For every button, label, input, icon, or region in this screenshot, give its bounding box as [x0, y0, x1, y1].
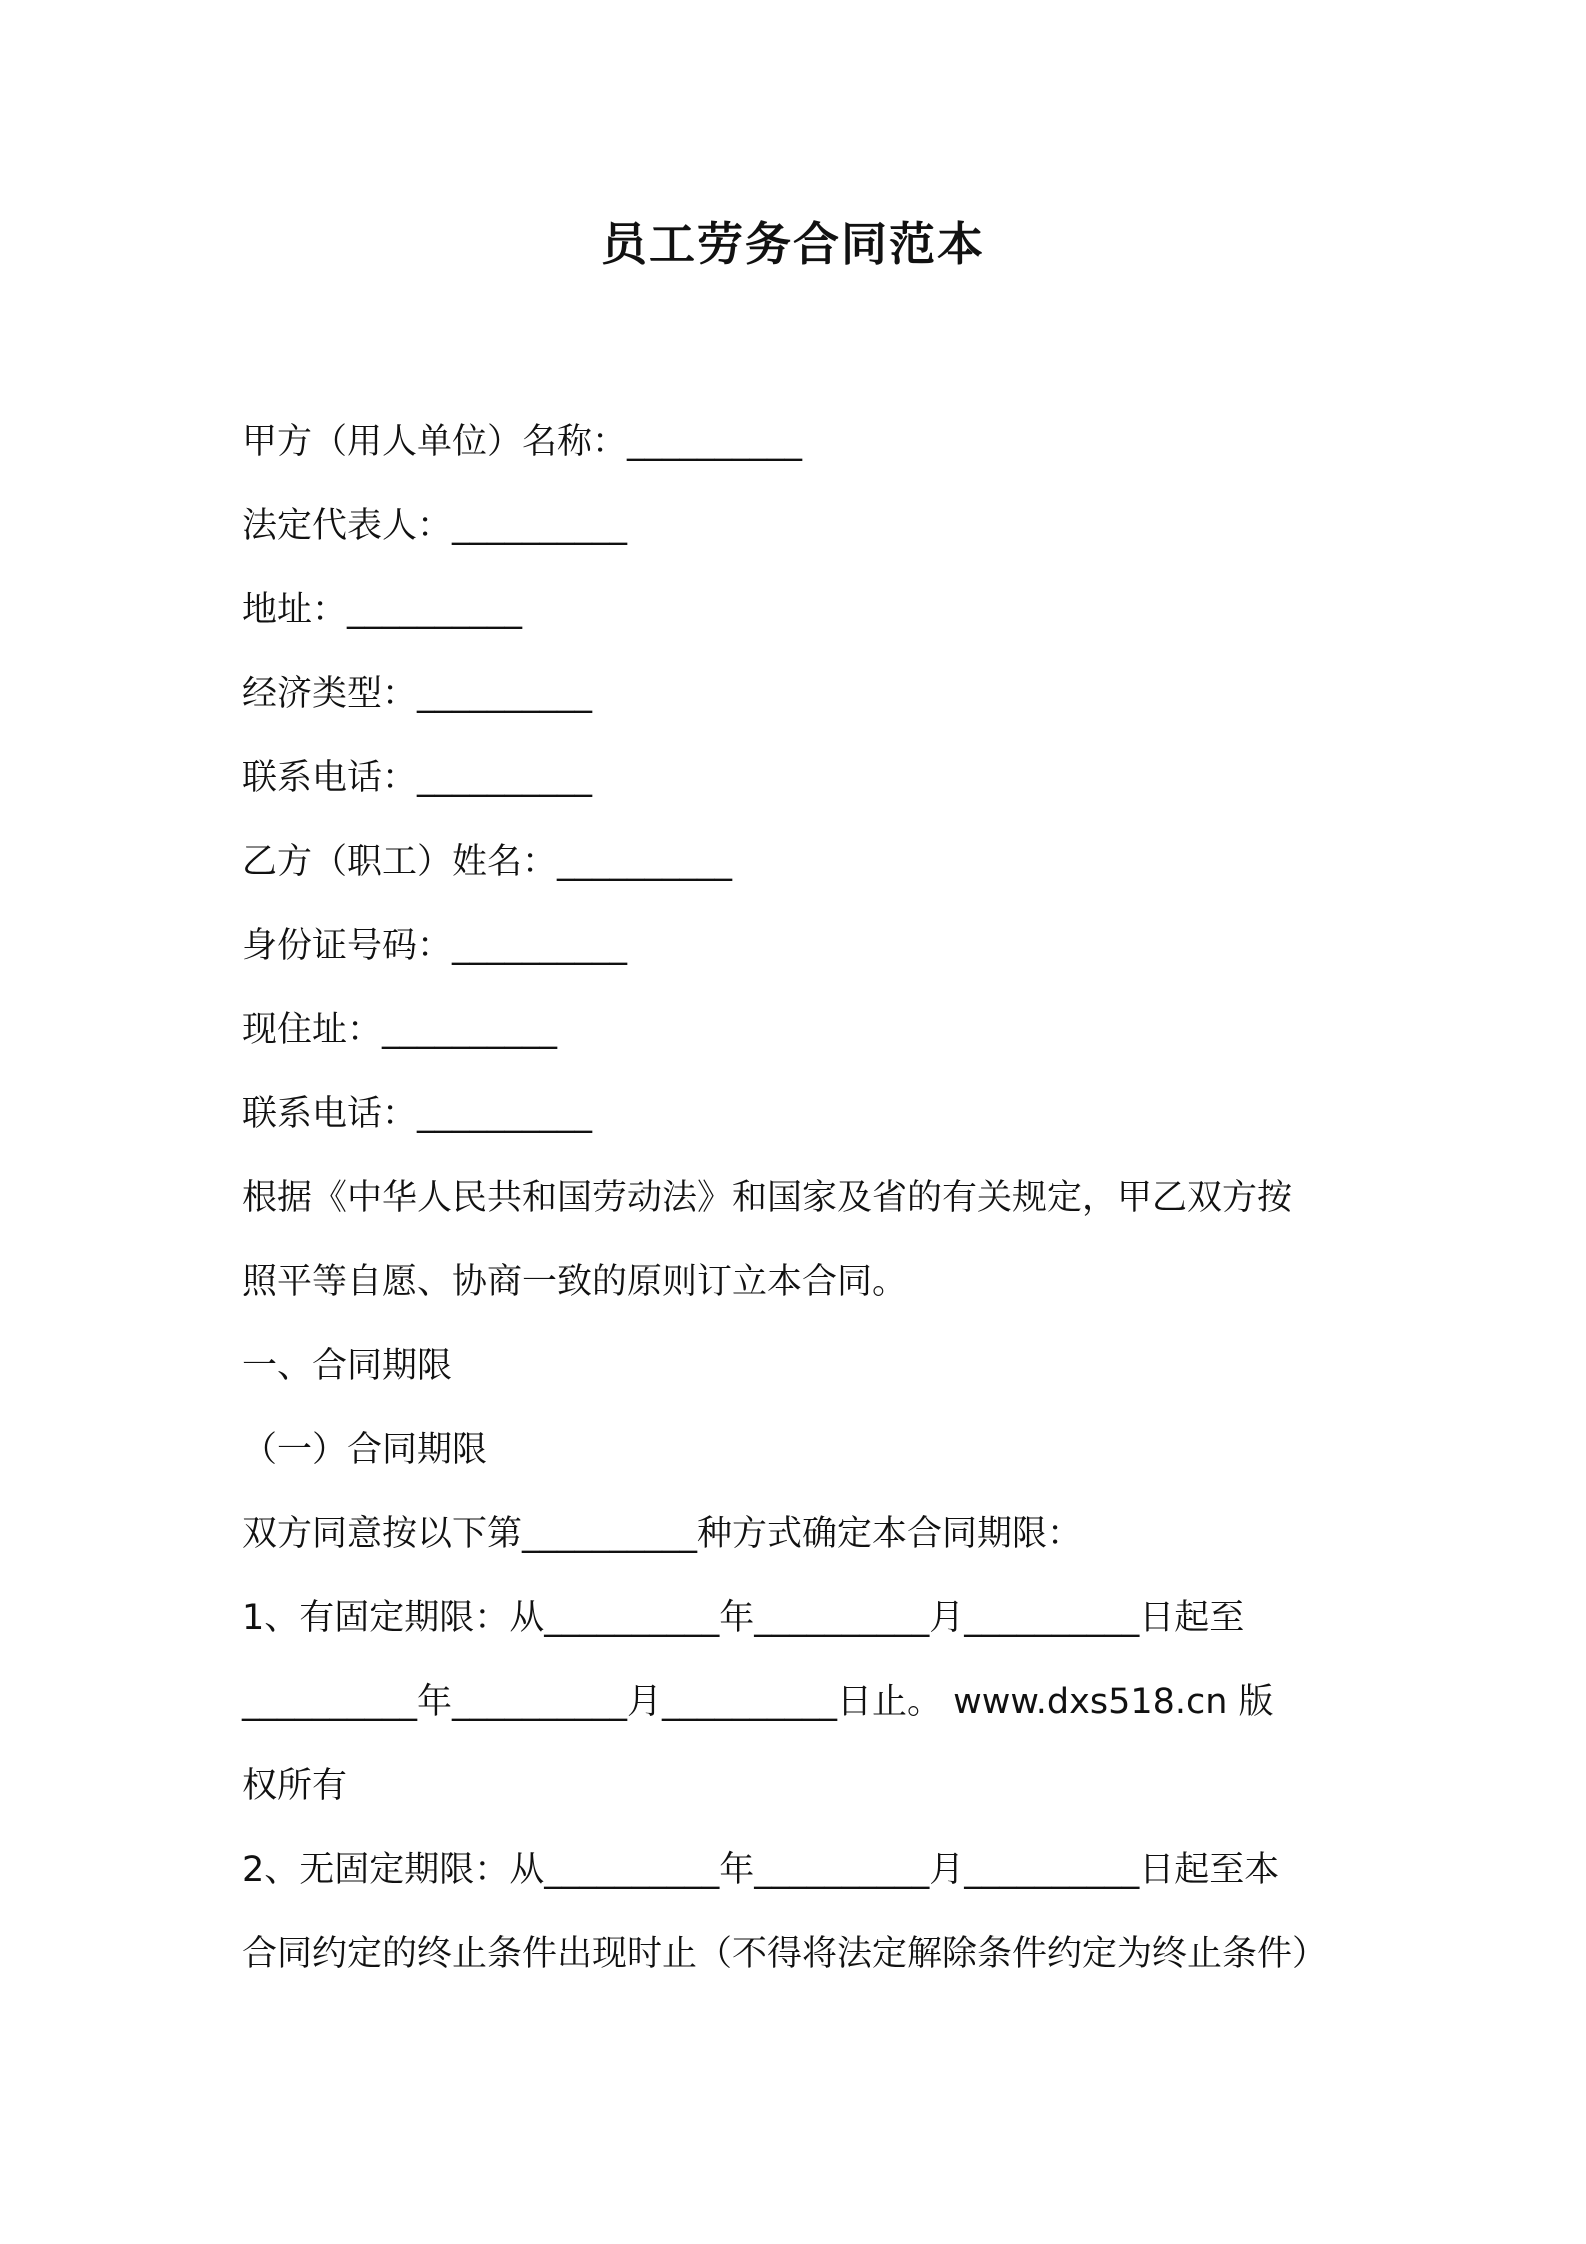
preamble-line-1: 根据《中华人民共和国劳动法》和国家及省的有关规定，甲乙双方按: [242, 1178, 1293, 1218]
fixed-term-line-2: __________年__________月__________日止。 www.dxs518.cn 版: [242, 1682, 1274, 1722]
section-heading-contract-term: 一、合同期限: [242, 1346, 453, 1386]
party-b-name-line: 乙方（职工）姓名：__________: [242, 842, 733, 882]
term-method-line: 双方同意按以下第__________种方式确定本合同期限：: [242, 1514, 1083, 1554]
preamble-line-2: 照平等自愿、协商一致的原则订立本合同。: [242, 1262, 908, 1302]
document-body: [242, 400, 1352, 1996]
legal-representative-line: 法定代表人：__________: [242, 506, 628, 546]
party-a-name-line: 甲方（用人单位）名称：__________: [242, 422, 803, 462]
party-a-phone-line: 联系电话：__________: [242, 758, 593, 798]
fixed-term-line-1: 1、有固定期限：从__________年__________月__________日起至: [242, 1598, 1245, 1638]
open-term-line-2: 合同约定的终止条件出现时止（不得将法定解除条件约定为终止条件）: [242, 1934, 1328, 1974]
current-address-line: 现住址：__________: [242, 1010, 558, 1050]
id-number-line: 身份证号码：__________: [242, 926, 628, 966]
fixed-term-line-3: 权所有: [242, 1766, 348, 1806]
economic-type-line: 经济类型：__________: [242, 674, 593, 714]
party-b-phone-line: 联系电话：__________: [242, 1094, 593, 1134]
subsection-heading-contract-term: （一）合同期限: [242, 1430, 488, 1470]
open-term-line-1: 2、无固定期限：从__________年__________月__________日起至本: [242, 1850, 1280, 1890]
address-line: 地址：__________: [242, 590, 523, 630]
document-title: 员工劳务合同范本: [601, 217, 985, 271]
